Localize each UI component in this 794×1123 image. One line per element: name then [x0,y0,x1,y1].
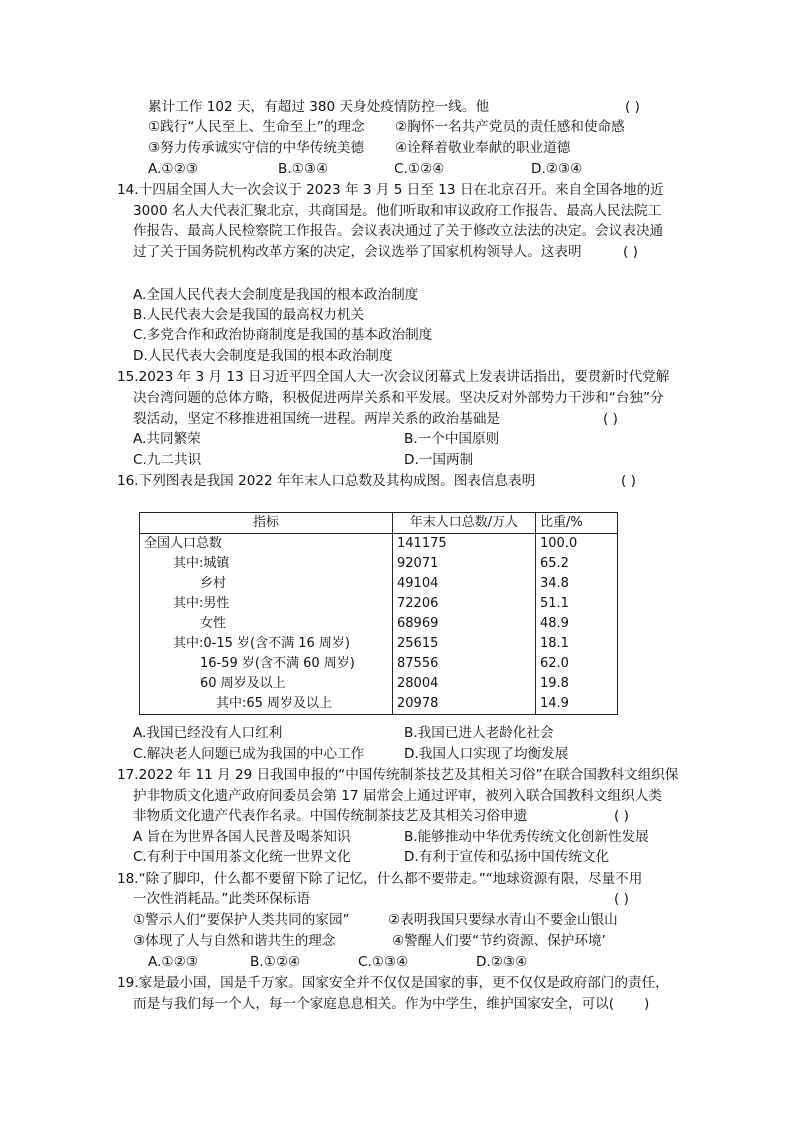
table-row [140,534,618,555]
question-17-text: 非物质文化遗产代表作名录。中国传统制茶技艺及其相关习俗申遗 [133,808,528,824]
row-value: 72206 [393,594,536,614]
answer-bracket: ( ) [603,411,618,427]
answer-bracket: ( ) [623,244,638,260]
option-a: A.共同繁荣 [133,431,201,447]
row-label: 其中:男性 [140,594,393,614]
question-14-text: 3000 名人大代表汇聚北京，共商国是。他们听取和审议政府工作报告、最高人民法院工 [133,203,662,219]
row-label: 16-59 岁(含不满 60 周岁) [140,654,393,674]
option-a: A 旨在为世界各国人民普及喝茶知识 [133,829,351,845]
question-18-text: 18.“除了脚印，什么都不要留下除了记忆，什么都不要带走。”“地球资源有限，尽量不用 [117,871,643,887]
row-percent: 14.9 [536,694,618,715]
row-percent: 34.8 [536,574,618,594]
row-label: 全国人口总数 [140,534,393,555]
row-label: 其中:城镇 [140,554,393,574]
option-b: B.人民代表大会是我国的最高权力机关 [133,307,365,323]
option-d: D.有利于宣传和弘扬中国传统文化 [404,849,610,865]
table-row [140,654,618,674]
option-c: C.有利于中国用茶文化统一世界文化 [133,849,351,865]
question-18-text: 一次性消耗品。”此类环保标语 [133,891,310,907]
statement-item: ②表明我国只要绿水青山不要金山银山 [388,912,618,928]
answer-bracket: ( ) [614,891,629,907]
question-17-text: 护非物质文化遗产政府间委员会第 17 届常会上通过评审，被列入联合国教科文组织人类 [133,788,662,804]
row-label: 其中:0-15 岁(含不满 16 周岁) [140,634,393,654]
option-a: A.①②③ [148,161,198,177]
row-percent: 18.1 [536,634,618,654]
option-c: C.①②④ [394,161,445,177]
row-label: 乡村 [140,574,393,594]
row-value: 68969 [393,614,536,634]
table-header-row [140,513,618,534]
column-header: 年末人口总数/万人 [393,513,536,534]
question-14-text: 过了关于国务院机构改革方案的决定，会议选举了国家机构领导人。这表明 [133,244,582,260]
option-b: B.一个中国原则 [404,431,500,447]
statement-item: ②胸怀一名共产党员的责任感和使命感 [395,119,625,135]
question-15-text: 15.2023 年 3 月 13 日习近平四全国人大一次会议闭幕式上发表讲话指出，要贯新时代党解 [117,369,670,385]
answer-bracket: ( ) [614,808,629,824]
row-value: 92071 [393,554,536,574]
population-table [139,512,618,715]
option-d: D.一国两制 [404,452,474,468]
table-row [140,694,618,715]
option-c: C.九二共识 [133,452,202,468]
statement-item: ①践行“人民至上、生命至上”的理念 [148,119,365,135]
option-d: D.人民代表大会制度是我国的根本政治制度 [133,348,393,364]
option-a: A.我国已经没有人口红利 [133,725,283,741]
table-row [140,574,618,594]
option-b: B.①③④ [278,161,329,177]
option-b: B.①②④ [250,954,301,970]
row-percent: 19.8 [536,674,618,694]
row-percent: 62.0 [536,654,618,674]
question-14-text: 作报告、最高人民检察院工作报告。会议表决通过了关于修改立法法的决定。会议表决通 [133,223,664,239]
option-a: A.①②③ [148,954,198,970]
option-d: D.②③④ [531,161,583,177]
option-c: C.①③④ [358,954,409,970]
statement-item: ③体现了人与自然和谐共生的理念 [133,933,336,949]
question-16-text: 16.下列图表是我国 2022 年年末人口总数及其构成图。图表信息表明 [117,473,536,489]
question-19-text: 19.家是最小国，国是千万家。国家安全并不仅仅是国家的事，更不仅仅是政府部门的责任， [117,975,669,991]
statement-item: ③努力传承诚实守信的中华传统美德 [148,140,365,156]
option-b: B.我国已进人老龄化社会 [404,725,554,741]
row-percent: 65.2 [536,554,618,574]
row-label: 其中:65 周岁及以上 [140,694,393,715]
row-percent: 100.0 [536,534,618,555]
option-c: C.多党合作和政治协商制度是我国的基本政治制度 [133,327,433,343]
option-c: C.解决老人问题已成为我国的中心工作 [133,746,365,762]
question-17-text: 17.2022 年 11 月 29 日我国申报的“中国传统制茶技艺及其相关习俗”在联合国教科文组织保 [117,767,679,783]
row-value: 28004 [393,674,536,694]
row-percent: 51.1 [536,594,618,614]
table-row [140,614,618,634]
row-value: 87556 [393,654,536,674]
answer-bracket-close: ) [644,996,650,1012]
option-b: B.能够推动中华优秀传统文化创新性发展 [404,829,649,845]
column-header: 指标 [140,513,393,534]
table-row [140,674,618,694]
question-15-text: 裂活动，坚定不移推进祖国统一进程。两岸关系的政治基础是 [133,411,501,427]
question-14-text: 14.十四届全国人大一次会议于 2023 年 3 月 5 日至 13 日在北京召开。来自全国各地的近 [117,182,664,198]
statement-item: ①警示人们“要保护人类共同的家园” [133,912,350,928]
option-a: A.全国人民代表大会制度是我国的根本政治制度 [133,287,419,303]
row-label: 女性 [140,614,393,634]
row-label: 60 周岁及以上 [140,674,393,694]
column-header: 比重/% [536,513,618,534]
table-row [140,594,618,614]
table-row [140,634,618,654]
question-19-text: 而是与我们每一个人，每一个家庭息息相关。作为中学生，维护国家安全，可以( [133,996,615,1012]
row-value: 20978 [393,694,536,715]
option-d: D.②③④ [476,954,528,970]
statement-item: ④警醒人们要“节约资源、保护环境’ [392,933,606,949]
row-value: 141175 [393,534,536,555]
row-percent: 48.9 [536,614,618,634]
statement-item: ④诠释着敬业奉献的职业道德 [395,140,571,156]
answer-bracket: ( ) [625,99,640,115]
table-row [140,554,618,574]
question-15-text: 决台湾问题的总体方略，积极促进两岸关系和平发展。坚决反对外部势力干涉和“台独”分 [133,390,664,406]
answer-bracket: ( ) [621,473,636,489]
question-text-line: 累计工作 102 天，有超过 380 天身处疫情防控一线。他 [148,99,490,115]
row-value: 49104 [393,574,536,594]
option-d: D.我国人口实现了均衡发展 [404,746,569,762]
row-value: 25615 [393,634,536,654]
